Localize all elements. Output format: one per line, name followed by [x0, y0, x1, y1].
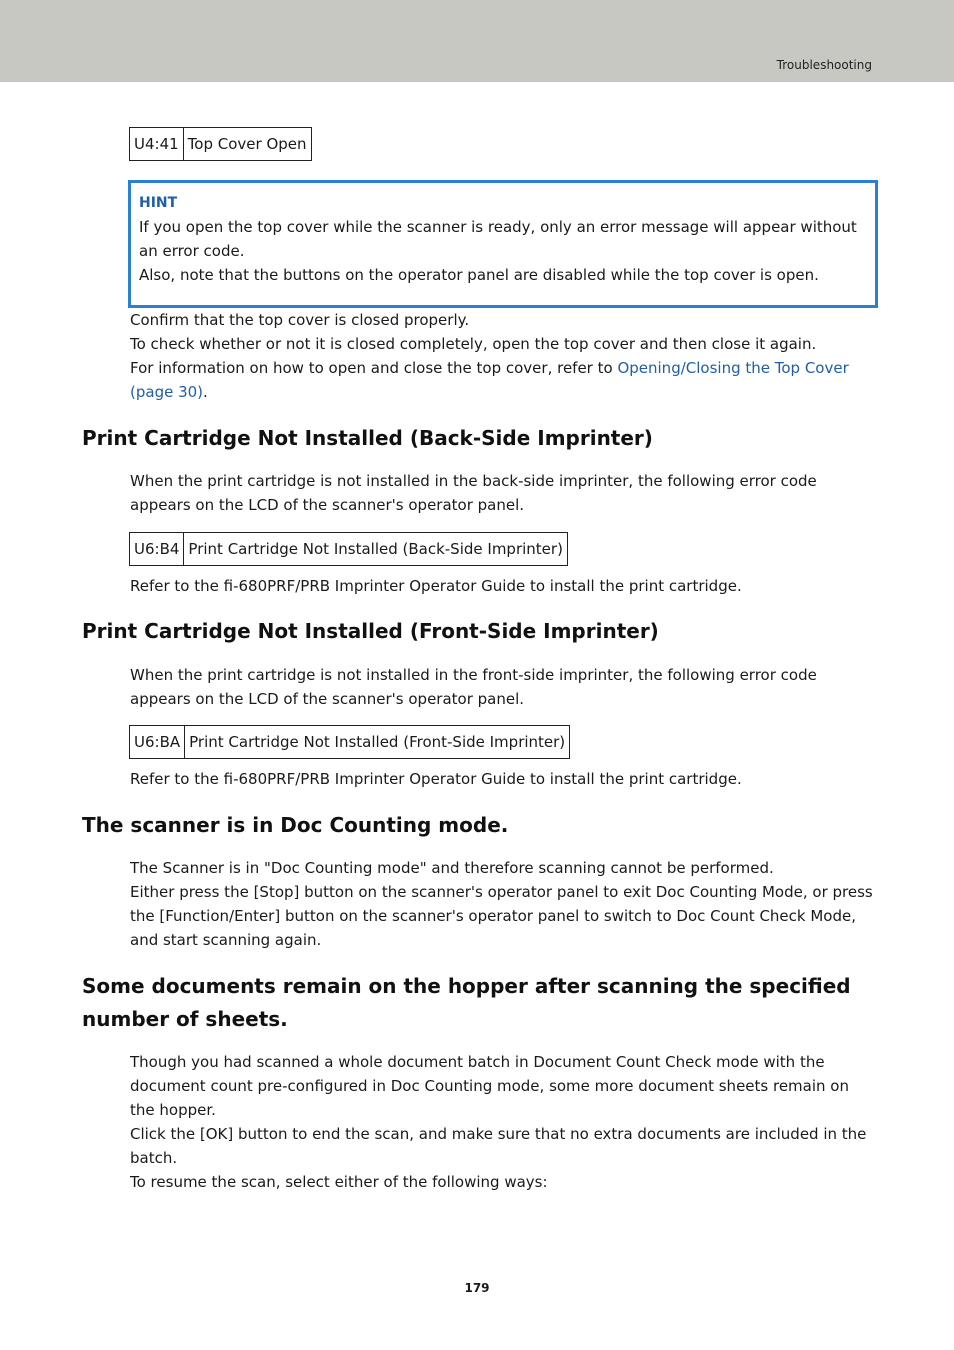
error-code-table-u6ba: [129, 725, 570, 759]
hint-box: [128, 180, 878, 308]
paragraph-line: appears on the LCD of the scanner's operator panel.: [130, 496, 525, 514]
back-side-paragraph: [130, 469, 870, 517]
error-message: Print Cartridge Not Installed (Back-Side Imprinter): [184, 533, 568, 566]
paragraph-line: the [Function/Enter] button on the scanner's operator panel to switch to Doc Count Check Mode,: [130, 907, 856, 925]
paragraph-text: For information on how to open and close the top cover, refer to: [130, 359, 618, 377]
doc-counting-paragraph: [130, 856, 880, 952]
paragraph-line: the hopper.: [130, 1101, 216, 1119]
error-code-table-u6b4: [129, 532, 568, 566]
error-code: U6:B4: [130, 533, 184, 566]
hint-line: Also, note that the buttons on the operator panel are disabled while the top cover is open.: [139, 266, 819, 284]
paragraph-line: and start scanning again.: [130, 931, 322, 949]
paragraph-line: Confirm that the top cover is closed properly.: [130, 311, 470, 329]
paragraph-line: [130, 380, 870, 404]
paragraph-line: document count pre-configured in Doc Counting mode, some more document sheets remain on: [130, 1077, 849, 1095]
paragraph-line: To resume the scan, select either of the following ways:: [130, 1173, 548, 1191]
error-code-table-u441: [129, 127, 312, 161]
heading-line: Some documents remain on the hopper after scanning the specified: [82, 974, 851, 998]
page-header: [0, 0, 954, 82]
section-heading-remaining-docs: [82, 970, 851, 1036]
hint-line: an error code.: [139, 242, 245, 260]
front-side-refer: Refer to the fi-680PRF/PRB Imprinter Operator Guide to install the print cartridge.: [130, 770, 742, 788]
paragraph-line: appears on the LCD of the scanner's operator panel.: [130, 690, 525, 708]
front-side-paragraph: [130, 663, 870, 711]
hint-label: HINT: [139, 195, 178, 211]
error-message: Print Cartridge Not Installed (Front-Side Imprinter): [185, 726, 570, 759]
section-heading-doc-counting: The scanner is in Doc Counting mode.: [82, 813, 509, 837]
back-side-refer: Refer to the fi-680PRF/PRB Imprinter Operator Guide to install the print cartridge.: [130, 577, 742, 595]
error-code: U6:BA: [130, 726, 185, 759]
paragraph-line: Either press the [Stop] button on the scanner's operator panel to exit Doc Counting Mode, or press: [130, 883, 873, 901]
section-title: Troubleshooting: [776, 58, 872, 72]
error-message: Top Cover Open: [183, 128, 311, 161]
hint-line: If you open the top cover while the scanner is ready, only an error message will appear without: [139, 218, 857, 236]
top-cover-paragraph: [130, 308, 870, 404]
section-heading-back-side: Print Cartridge Not Installed (Back-Side Imprinter): [82, 426, 653, 450]
section-heading-front-side: Print Cartridge Not Installed (Front-Side Imprinter): [82, 619, 659, 643]
paragraph-line: When the print cartridge is not installed in the back-side imprinter, the following error code: [130, 472, 817, 490]
error-code: U4:41: [130, 128, 184, 161]
paragraph-line: The Scanner is in "Doc Counting mode" and therefore scanning cannot be performed.: [130, 859, 774, 877]
paragraph-line: batch.: [130, 1149, 178, 1167]
remaining-docs-paragraph: [130, 1050, 880, 1194]
paragraph-text: .: [203, 383, 208, 401]
paragraph-line: [130, 356, 870, 380]
page-ref-link[interactable]: (page 30): [130, 383, 204, 401]
paragraph-line: Click the [OK] button to end the scan, and make sure that no extra documents are included in the: [130, 1125, 867, 1143]
heading-line: number of sheets.: [82, 1007, 288, 1031]
paragraph-line: When the print cartridge is not installed in the front-side imprinter, the following error code: [130, 666, 817, 684]
page-number: 179: [464, 1281, 490, 1295]
top-cover-link[interactable]: Opening/Closing the Top Cover: [617, 359, 849, 377]
paragraph-line: To check whether or not it is closed completely, open the top cover and then close it again.: [130, 335, 817, 353]
paragraph-line: Though you had scanned a whole document batch in Document Count Check mode with the: [130, 1053, 825, 1071]
